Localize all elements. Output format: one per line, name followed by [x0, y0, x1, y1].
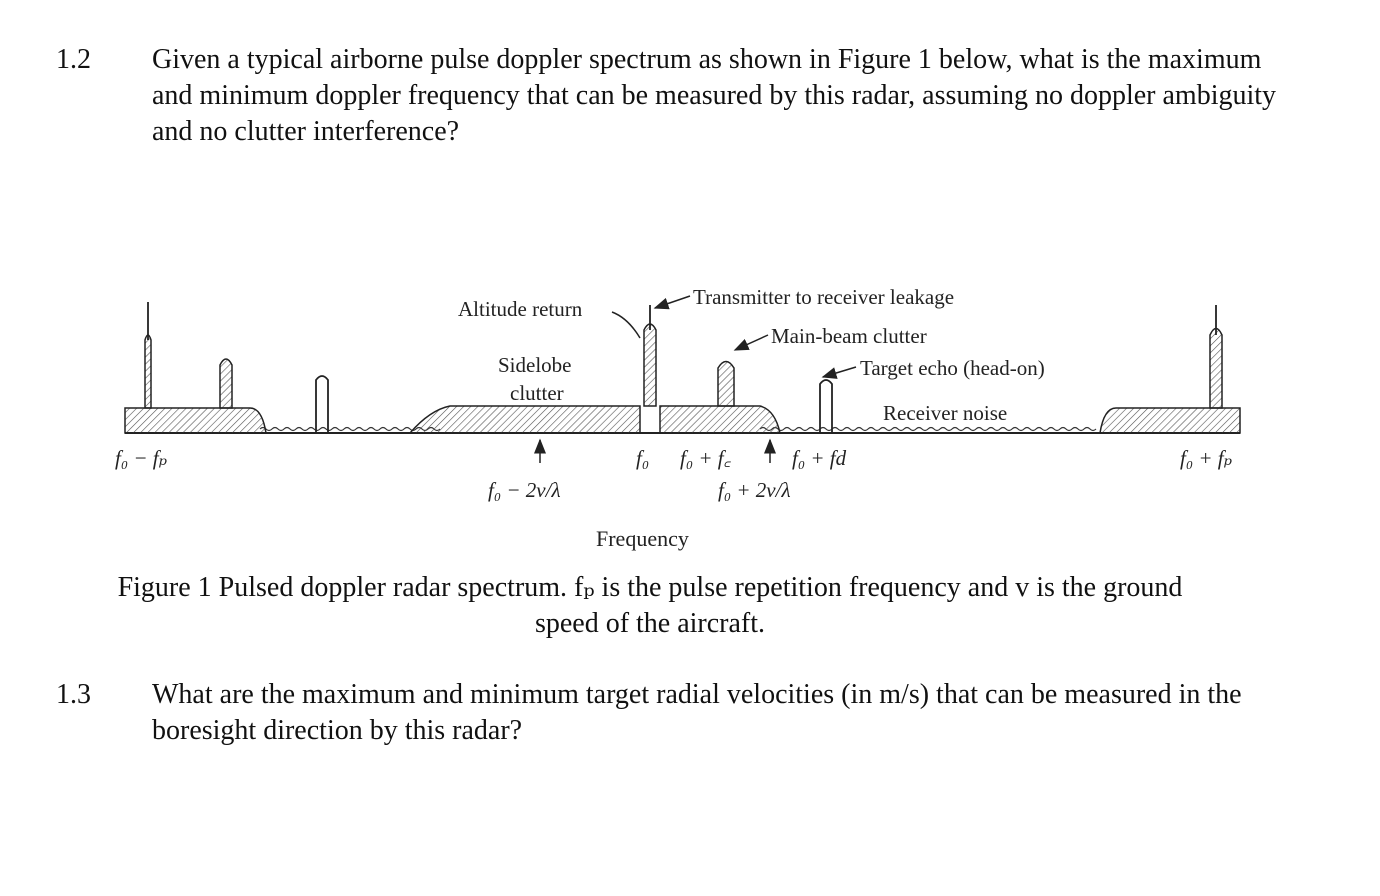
arrow-target-echo: [823, 367, 856, 377]
sidelobe-clutter-center-right: [660, 406, 780, 433]
question-text-1-2: Given a typical airborne pulse doppler spectrum as shown in Figure 1 below, what is the maximum and minimum doppler frequency that can be measured by this radar, assuming no doppler ambiguity and no clutter interference?: [152, 44, 1277, 147]
label-f0-minus-fp: f₀ − fₚ: [115, 446, 168, 470]
label-f0: f₀: [636, 446, 650, 470]
label-altitude-return: Altitude return: [458, 297, 583, 321]
label-frequency-axis: Frequency: [596, 526, 689, 551]
label-sidelobe-clutter-1: Sidelobe: [498, 353, 572, 377]
target-echo-center: [820, 380, 832, 433]
sidelobe-clutter-center: [410, 406, 640, 433]
label-main-beam-clutter: Main-beam clutter: [771, 324, 927, 348]
arrow-leakage: [655, 296, 690, 308]
label-sidelobe-clutter-2: clutter: [510, 381, 564, 405]
question-number-1-3: 1.3: [56, 679, 91, 710]
label-f0-plus-fp: f₀ + fₚ: [1180, 446, 1233, 470]
target-echo-left: [316, 376, 328, 433]
leakage-spike-right: [1210, 329, 1222, 409]
label-f0-plus-fc: f₀ + f꜀: [680, 446, 731, 470]
label-target-echo: Target echo (head-on): [860, 356, 1045, 380]
label-receiver-noise: Receiver noise: [883, 401, 1008, 425]
arrow-main-beam: [735, 335, 768, 350]
label-f0-plus-2v: f₀ + 2v/λ: [718, 478, 791, 502]
label-f0-plus-fd: f₀ + fd: [792, 446, 847, 470]
sidelobe-clutter-left: [125, 408, 266, 433]
leakage-spike-center: [644, 324, 656, 406]
main-beam-clutter-left: [220, 359, 232, 408]
sidelobe-clutter-right: [1100, 408, 1240, 433]
question-text-1-3: What are the maximum and minimum target radial velocities (in m/s) that can be measured in the boresight direction by this radar?: [152, 679, 1242, 746]
label-f0-minus-2v: f₀ − 2v/λ: [488, 478, 561, 502]
main-beam-clutter-center: [718, 362, 734, 407]
label-tx-rx-leakage: Transmitter to receiver leakage: [693, 285, 955, 309]
leakage-spike-left: [145, 335, 151, 408]
figure-caption: Figure 1 Pulsed doppler radar spectrum. fₚ is the pulse repetition frequency and v is the ground speed of the aircraft.: [117, 572, 1183, 639]
question-number-1-2: 1.2: [56, 44, 91, 75]
